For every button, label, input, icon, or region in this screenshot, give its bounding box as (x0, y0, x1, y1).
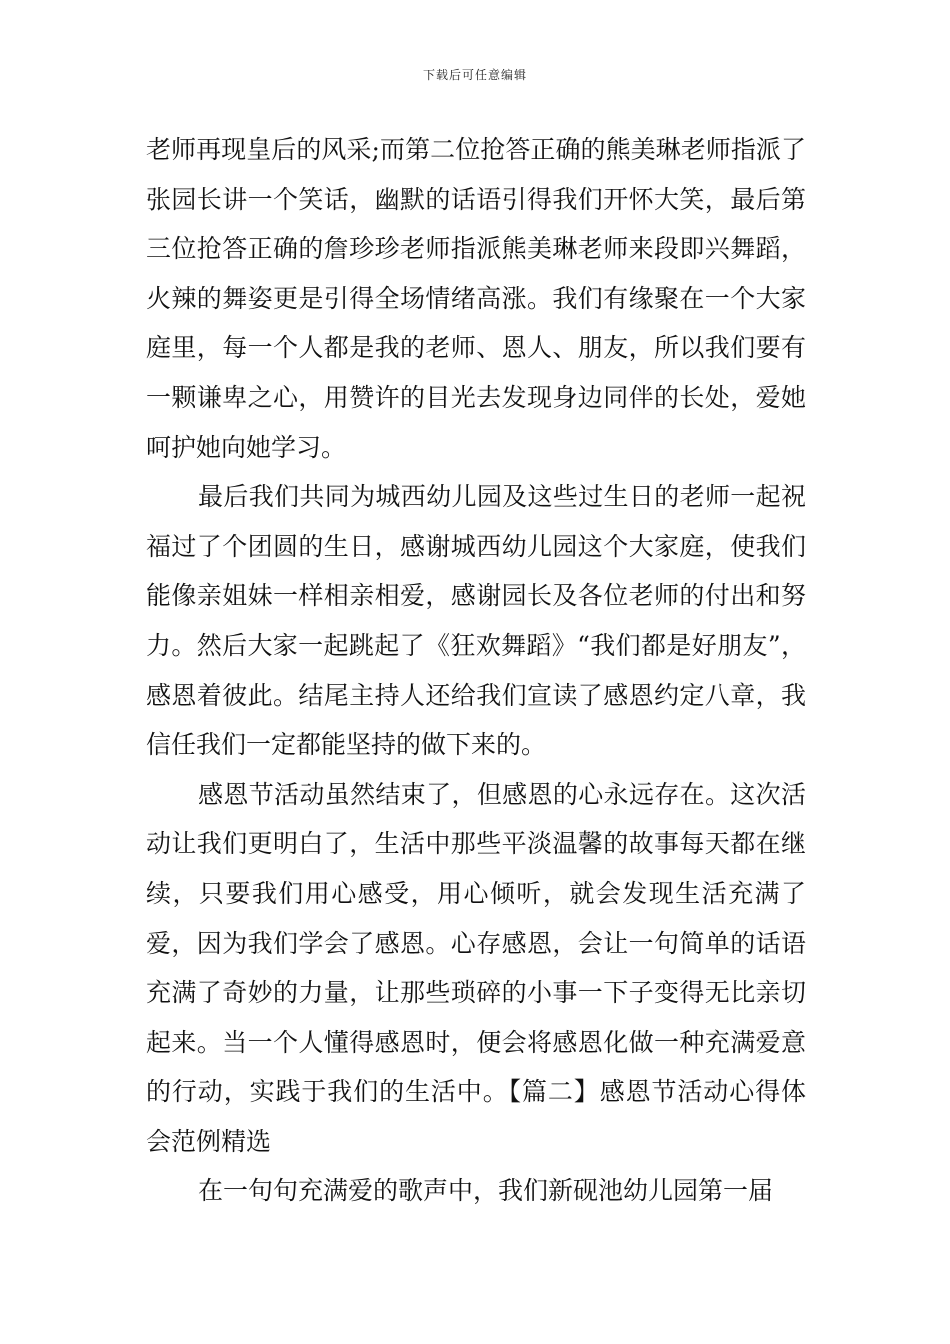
document-body (146, 125, 806, 1216)
paragraph-2: 最后我们共同为城西幼儿园及这些过生日的老师一起祝福过了个团圆的生日，感谢城西幼儿园这个大家庭，使我们能像亲姐妹一样相亲相爱，感谢园长及各位老师的付出和努力。然后大家一起跳起了《狂欢舞蹈》“我们都是好朋友”，感恩着彼此。结尾主持人还给我们宣读了感恩约定八章，我信任我们一定都能坚持的做下来的。 (146, 482, 806, 760)
paragraph-4: 在一句句充满爱的歌声中，我们新砚池幼儿园第一届 (198, 1176, 774, 1206)
page-header-note: 下载后可任意编辑 (422, 68, 527, 82)
paragraph-1: 老师再现皇后的风采;而第二位抢答正确的熊美琳老师指派了张园长讲一个笑话，幽默的话语引得我们开怀大笑，最后第三位抢答正确的詹珍珍老师指派熊美琳老师来段即兴舞蹈，火辣的舞姿更是引得全场情绪高涨。我们有缘聚在一个大家庭里，每一个人都是我的老师、恩人、朋友，所以我们要有一颗谦卑之心，用赞许的目光去发现身边同伴的长处，爱她呵护她向她学习。 (146, 135, 806, 462)
paragraph-3: 感恩节活动虽然结束了，但感恩的心永远存在。这次活动让我们更明白了，生活中那些平淡温馨的故事每天都在继续，只要我们用心感受，用心倾听，就会发现生活充满了爱，因为我们学会了感恩。心存感恩，会让一句简单的话语充满了奇妙的力量，让那些琐碎的小事一下子变得无比亲切起来。当一个人懂得感恩时，便会将感恩化做一种充满爱意的行动，实践于我们的生活中。【篇二】感恩节活动心得体会范例精选 (146, 779, 806, 1156)
